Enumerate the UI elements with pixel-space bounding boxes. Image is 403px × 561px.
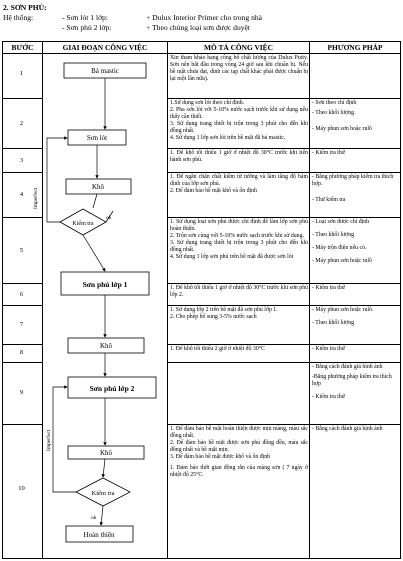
step-number: 3 xyxy=(19,157,24,164)
step-description: 1. Sử dụng loại sơn phủ được chỉ định để làm lớp sơn phủ hoàn thiện. 2. Trộn sơn cùng với 5-10% nước sạch trước khi sử dụng. 3. Sử dụng trang thiết bị trộn trong 3 phút cho đến khi đồng nhất. 4. Sử dụng 1 lớp sơn phủ trên bề mặt đã được sơn lót xyxy=(170,219,308,260)
step-description: 1.Sử dụng sơn lót theo chỉ định. 2. Pha sơn lót với 5-10% nước sạch trước khi sử dụng nếu thấy cần thiết. 3. Sử dụng trang thiết bị trộn trong 3 phút cho đến khi đồng nhất. 4. Sử dụng 1 lớp sơn lót trên bề mặt đã bả mastic. xyxy=(170,100,308,141)
process-flowchart xyxy=(33,41,168,559)
step-number: 6 xyxy=(19,291,24,298)
procedure-table xyxy=(2,41,401,559)
section-title: 2. SƠN PHỦ: xyxy=(3,3,47,12)
stage-label-dry-2: Khô xyxy=(99,342,113,350)
primer-product-label: + Dulux Interior Primer cho trong nhà xyxy=(146,13,263,22)
system-label: Hệ thống: xyxy=(3,13,34,22)
col-header-step: BƯỚC xyxy=(11,43,34,52)
imperfect-label-1: Imperfect xyxy=(33,187,39,209)
step-description: 1. Để khô tối thiểu 1 giờ ở nhiệt độ 30°C trước khi sơn phủ lớp 2. xyxy=(170,285,308,298)
imperfect-label-2: Imperfect xyxy=(46,429,52,451)
step-description: 1. Để khô tối thiểu 2 giờ ở nhiệt độ 30°C xyxy=(170,346,265,352)
stage-label-dry-3: Khô xyxy=(99,449,113,457)
stage-label-primer: Sơn lót xyxy=(86,134,108,142)
stage-label-finish: Hoàn thiện xyxy=(83,531,115,539)
step-number: 10 xyxy=(18,485,25,492)
step-method: - Kiểm tra thử xyxy=(312,150,345,156)
step-method: - Bằng phương pháp kiểm tra thích hợp. - Thử kiểm tra xyxy=(312,174,394,203)
step-number: 1 xyxy=(19,70,24,77)
col-header-method: PHƯƠNG PHÁP xyxy=(327,43,383,52)
step-description: Xin tham khảo hạng công bố chất lượng của Dulux Putty. Sơn nên bắt đầu trong vòng 24 giờ sau khi chuẩn bị. Nếu bề mặt chưa đạt, dính các tạp chất khác phải được chuẩn bị lại một lần nữa). xyxy=(170,55,308,82)
stage-label-topcoat-1: Sơn phủ lớp 1 xyxy=(82,280,128,289)
step-description: 1. Để khô tối thiểu 1 giờ ở nhiệt độ 30°C trước khi tiến hành sơn phủ. xyxy=(170,150,308,163)
stage-label-mastic: Bả mastic xyxy=(91,67,119,75)
step-description: 1. Sử dụng lớp 2 trên bề mặt đã sơn phủ lớp 1. 2. Cho phép bổ sung 3-5% nước sạch xyxy=(170,307,278,320)
step-method: - Loại sơn được chỉ định - Theo khối lượng - Máy trộn điện nếu có. - Máy phun sơn hoặc rulô xyxy=(312,219,372,264)
step-method: - Bằng cách đánh giá hình ảnh xyxy=(312,426,383,432)
step-method: - Sơn theo chỉ định - Theo khối lượng - Máy phun sơn hoặc rulô xyxy=(312,100,372,132)
col-header-stage: GIAI ĐOẠN CÔNG VIỆC xyxy=(62,43,148,52)
topcoat-layer-label: - Sơn phủ 2 lớp: xyxy=(62,23,112,32)
step-number: 9 xyxy=(19,389,24,396)
ok-label-2: ok xyxy=(91,515,97,521)
stage-label-topcoat-2: Sơn phủ lớp 2 xyxy=(89,384,135,393)
check-label-1: Kiểm tra xyxy=(72,221,94,227)
step-description: 1. Để đảm bảo bề mặt hoàn thiện được mịn màng, màu sắc đồng nhất. 2. Để đảm bảo bề mặt được sơn phủ đồng đều, màu sắc đồng nhất và bề mặt mịn. 3. Để đảm bảo bề mặt được khô và ổn định xyxy=(170,426,308,460)
topcoat-product-label: + Theo chủng loại sơn được duyệt xyxy=(146,23,251,32)
step-description: 1. Để ngăn chặn chất kiềm từ tường và làm tăng độ bám dính của lớp sơn phủ. 2. Để đảm bảo bề mặt khô và ổn định xyxy=(170,174,308,194)
step-number: 7 xyxy=(19,321,24,328)
check-label-2: Kiểm tra xyxy=(91,490,115,497)
primer-layer-label: - Sơn lót 1 lớp: xyxy=(62,13,109,22)
step-method: - Máy phun sơn hoặc rulô. - Theo khối lượng xyxy=(312,307,374,326)
step-method: - Bằng cách đánh giá hình ảnh -Bằng phương pháp kiểm tra thích hợp - Kiểm tra thử xyxy=(312,364,392,400)
step-number: 8 xyxy=(19,349,24,356)
step-number: 5 xyxy=(19,247,24,254)
ok-label-1: ok xyxy=(106,215,112,221)
step-number: 2 xyxy=(19,120,24,127)
step-method: - Kiểm tra thử xyxy=(312,346,345,352)
col-header-description: MÔ TẢ CÔNG VIỆC xyxy=(204,43,273,52)
stage-label-dry-1: Khô xyxy=(91,183,105,191)
step-description: 1. Đảm bảo thời gian động rắn của màng sơn ( 7 ngày ở nhiệt độ 25°C. xyxy=(170,465,308,478)
step-method: - Kiểm tra thử xyxy=(312,285,345,291)
step-number: 4 xyxy=(19,191,24,198)
